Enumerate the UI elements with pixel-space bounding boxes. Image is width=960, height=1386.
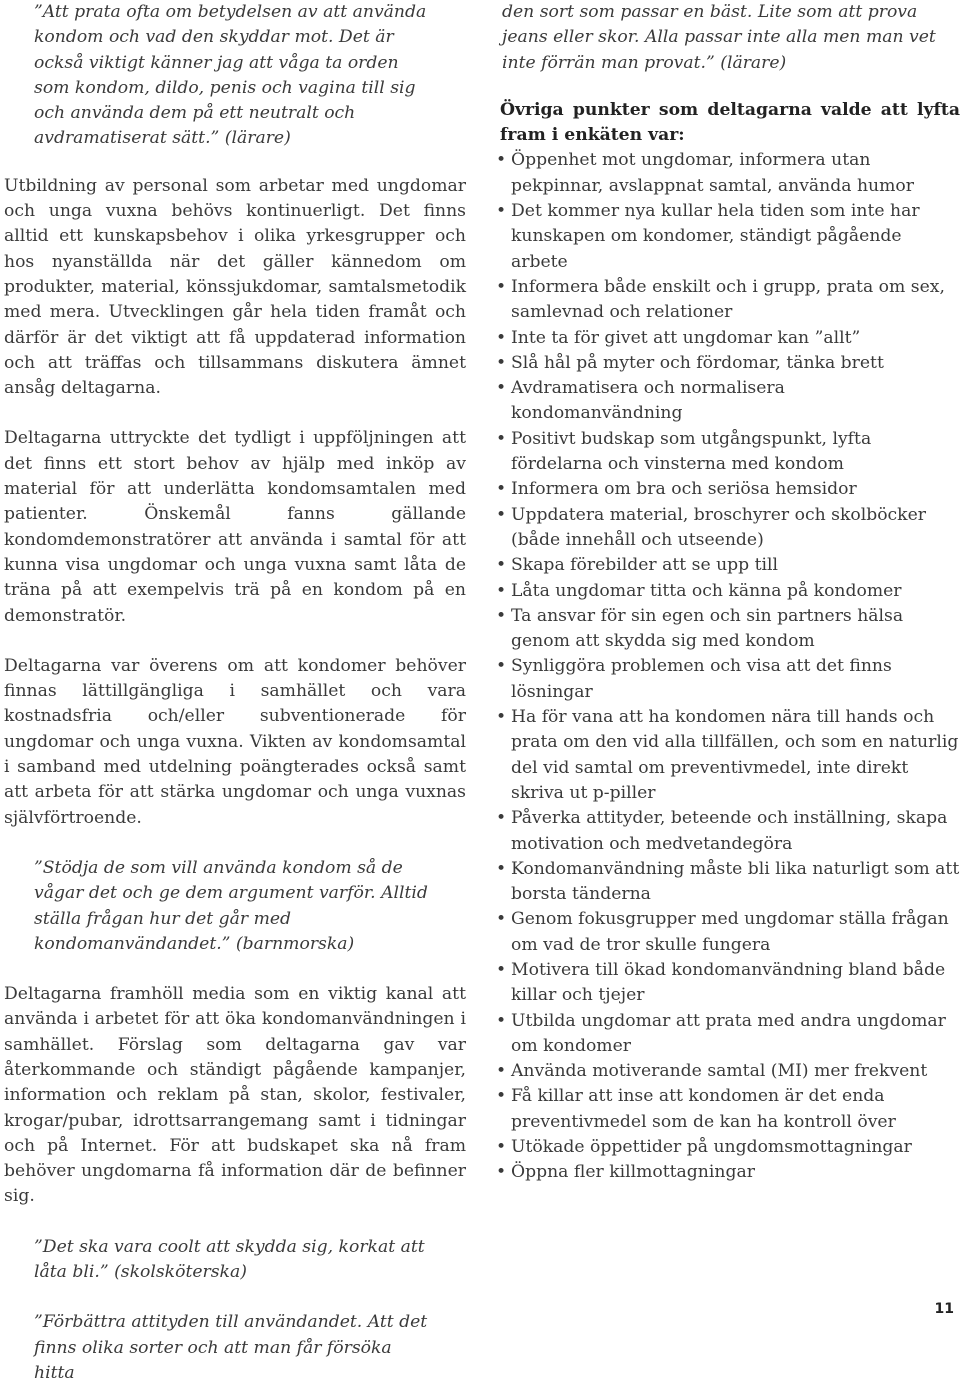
paragraph-material-needs: Deltagarna uttryckte det tydligt i uppföljningen att det finns ett stort behov av hjälp med inköp av material för att underlätta kondomsamtalen med patienter. Önskemål fanns gällande kondomdemonstratörer att använda i samtal för att kunna visa ungdomar och unga vuxna samt låta de träna på att exempelvis trä på en kondom på en demonstratör. (4, 428, 466, 626)
list-item: • Låta ungdomar titta och känna på kondomer (500, 579, 960, 604)
paragraph-media: Deltagarna framhöll media som en viktig kanal att använda i arbetet för att öka kondomanvändningen i samhället. Förslag som deltagarna gav var återkommande och ständigt pågående kampanjer, information och reklam på stan, skolor, festivaler, krogar/pubar, idrottsarrangemang samt i tidningar och på Internet. För att budskapet ska nå fram behöver ungdomarna få information där de befinner sig. (4, 984, 466, 1207)
list-item: • Få killar att inse att kondomen är det enda preventivmedel som de kan ha kontroll över (500, 1084, 960, 1135)
list-item: • Använda motiverande samtal (MI) mer frekvent (500, 1059, 960, 1084)
list-item: • Positivt budskap som utgångspunkt, lyfta fördelarna och vinsterna med kondom (500, 427, 960, 478)
quote-teacher-2-start: ”Förbättra attityden till användandet. Att det finns olika sorter och att man får försöka hitta (34, 1312, 428, 1383)
list-item: • Ta ansvar för sin egen och sin partners hälsa genom att skydda sig med kondom (500, 604, 960, 655)
list-item: • Genom fokusgrupper med ungdomar ställa frågan om vad de tror skulle fungera (500, 907, 960, 958)
list-item: • Öppenhet mot ungdomar, informera utan pekpinnar, avslappnat samtal, använda humor (500, 148, 960, 199)
list-item: • Utökade öppettider på ungdomsmottagningar (500, 1135, 960, 1160)
spacer (4, 1285, 466, 1310)
bullet-list (500, 148, 960, 1185)
list-item: • Uppdatera material, broschyrer och skolböcker (både innehåll och utseende) (500, 503, 960, 554)
left-column (4, 0, 466, 1386)
list-item: • Skapa förebilder att se upp till (500, 553, 960, 578)
spacer (4, 831, 466, 856)
section-heading: Övriga punkter som deltagarna valde att lyfta fram i enkäten var: (500, 99, 960, 146)
quote-midwife: ”Stödja de som vill använda kondom så de vågar det och ge dem argument varför. Alltid ställa frågan hur det går med kondomanvändandet.” (barnmorska) (34, 857, 428, 954)
list-item: • Öppna fler killmottagningar (500, 1160, 960, 1185)
list-item: • Avdramatisera och normalisera kondomanvändning (500, 376, 960, 427)
spacer (4, 629, 466, 654)
list-item: • Det kommer nya kullar hela tiden som inte har kunskapen om kondomer, ständigt pågående arbete (500, 199, 960, 275)
paragraph-accessibility: Deltagarna var överens om att kondomer behöver finnas lättillgängliga i samhället och vara kostnadsfria och/eller subventionerade för ungdomar och unga vuxna. Vikten av kondomsamtal i samband med utdelning poängterades också samt att arbeta för att stärka ungdomar och unga vuxnas självförtroende. (4, 655, 466, 828)
spacer (4, 401, 466, 426)
list-item: • Slå hål på myter och fördomar, tänka brett (500, 351, 960, 376)
list-item: • Synliggöra problemen och visa att det finns lösningar (500, 654, 960, 705)
list-item: • Ha för vana att ha kondomen nära till hands och prata om den vid alla tillfällen, och som en naturlig del vid samtal om preventivmedel, inte direkt skriva ut p-piller (500, 705, 960, 806)
quote-teacher-2-end: den sort som passar en bäst. Lite som att prova jeans eller skor. Alla passar inte alla men man vet inte förrän man provat.” (lärare) (502, 2, 936, 73)
page-number: 11 (934, 1300, 954, 1317)
quote-school-nurse: ”Det ska vara coolt att skydda sig, korkat att låta bli.” (skolsköterska) (34, 1236, 425, 1283)
spacer (4, 957, 466, 982)
list-item: • Informera om bra och seriösa hemsidor (500, 477, 960, 502)
list-item: • Motivera till ökad kondomanvändning bland både killar och tjejer (500, 958, 960, 1009)
list-item: • Utbilda ungdomar att prata med andra ungdomar om kondomer (500, 1009, 960, 1060)
spacer (4, 152, 466, 174)
list-item: • Påverka attityder, beteende och inställning, skapa motivation och medvetandegöra (500, 806, 960, 857)
quote-teacher-1: ”Att prata ofta om betydelsen av att använda kondom och vad den skyddar mot. Det är också viktigt känner jag att våga ta orden som kondom, dildo, penis och vagina till sig och använda dem på ett neutralt och avdramatiserat sätt.” (lärare) (34, 2, 427, 149)
list-item: • Kondomanvändning måste bli lika naturligt som att borsta tänderna (500, 857, 960, 908)
list-item: • Informera både enskilt och i grupp, prata om sex, samlevnad och relationer (500, 275, 960, 326)
list-item: • Inte ta för givet att ungdomar kan ”allt” (500, 326, 960, 351)
paragraph-staff-training: Utbildning av personal som arbetar med ungdomar och unga vuxna behövs kontinuerligt. Det finns alltid ett kunskapsbehov i olika yrkesgrupper och hos nyanställda när det gäller kännedom om produkter, material, könssjukdomar, samtalsmetodik med mera. Utvecklingen går hela tiden framåt och därför är det viktigt att få uppdaterad information och att träffas och tillsammans diskutera ämnet ansåg deltagarna. (4, 175, 466, 399)
right-column (500, 0, 960, 1186)
spacer (4, 1210, 466, 1235)
